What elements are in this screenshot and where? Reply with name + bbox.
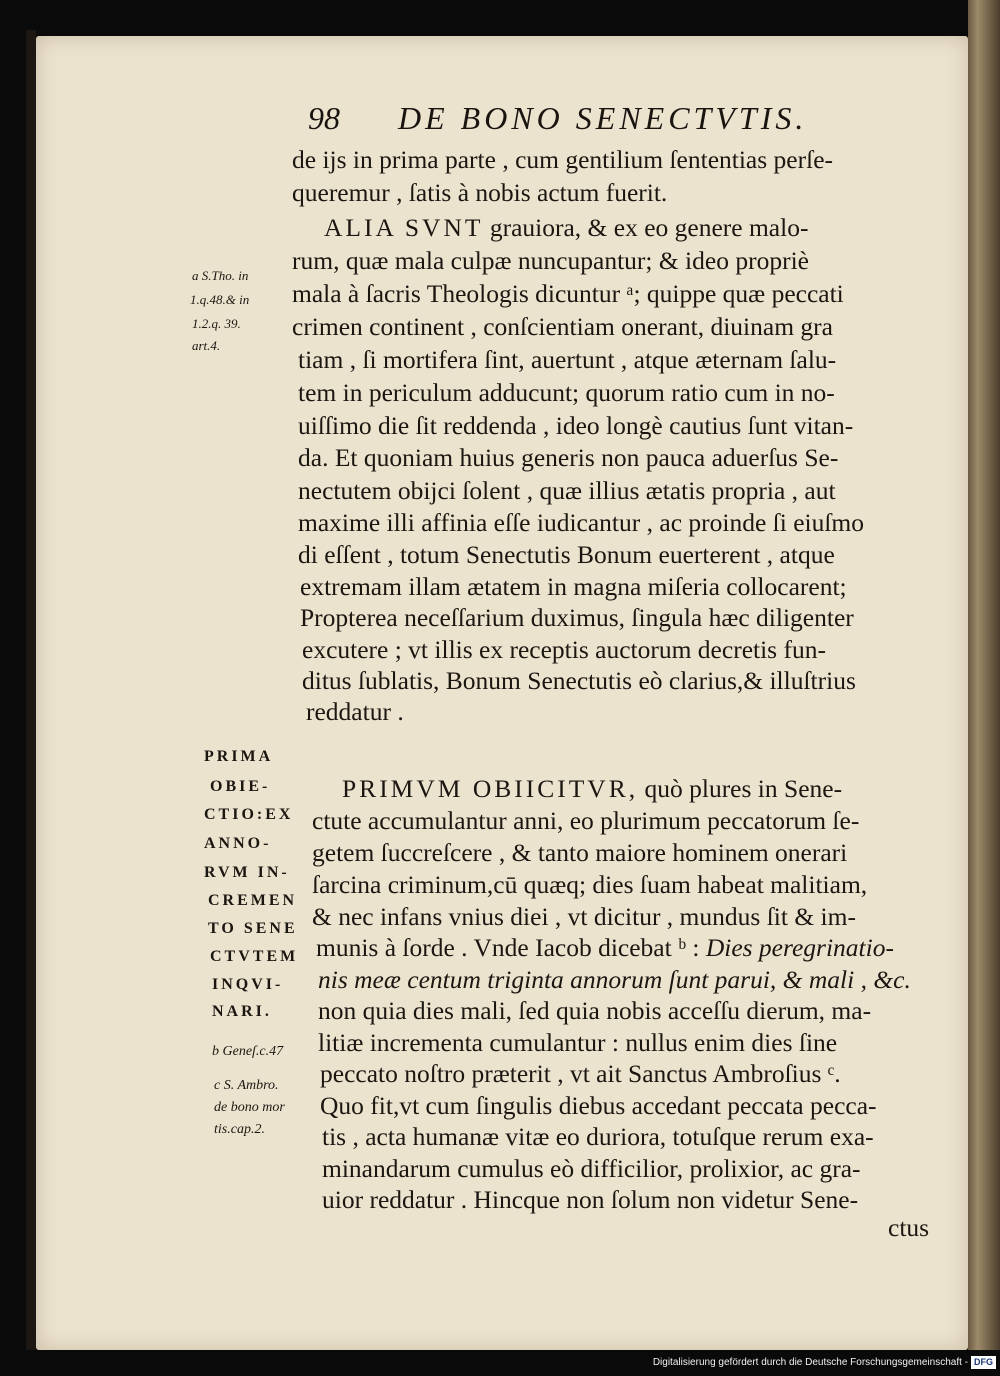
catchword: ctus	[888, 1213, 930, 1242]
text-line: maxime illi affinia eſſe iudicantur , ac proinde ſi eiuſmo	[298, 508, 865, 537]
margin-reference: b Geneſ.c.47	[212, 1044, 284, 1059]
text-line: de ijs in prima parte , cum gentilium ſententias perſe-	[292, 145, 834, 174]
margin-reference: 1.2.q. 39.	[192, 316, 241, 331]
margin-heading: CREMEN	[208, 892, 298, 909]
text-line: tis , acta humanæ vitæ eo duriora, totuſque rerum exa-	[322, 1122, 874, 1151]
quotation: nis meæ centum triginta annorum ſunt parui, & mali , &c.	[318, 965, 911, 994]
margin-reference: de bono mor	[214, 1100, 285, 1115]
text-line: ctute accumulantur anni, eo plurimum peccatorum ſe-	[312, 806, 860, 835]
text-line: queremur , ſatis à nobis actum fuerit.	[292, 178, 668, 207]
book-edge	[26, 30, 36, 1350]
margin-reference: 1.q.48.& in	[190, 292, 250, 307]
text-line: litiæ incrementa cumulantur : nullus enim dies ſine	[318, 1028, 838, 1057]
text-line: reddatur .	[306, 697, 404, 726]
text-line: crimen continent , conſcientiam onerant, diuinam gra	[292, 312, 833, 341]
text-line: rum, quæ mala culpæ nuncupantur; & ideo propriè	[292, 246, 809, 275]
text-line	[342, 774, 842, 804]
running-title: DE BONO SENECTVTIS.	[398, 100, 808, 136]
margin-heading: CTIO:EX	[204, 806, 294, 823]
text-line: da. Et quoniam huius generis non pauca aduerſus Se-	[298, 443, 839, 472]
text-line: Quo fit,vt cum ſingulis diebus accedant peccata pecca-	[320, 1091, 877, 1120]
text-line	[318, 965, 911, 995]
text-line: uiſſimo die ſit reddenda , ideo longè cautius ſunt vitan-	[298, 411, 854, 440]
text-line: Propterea neceſſarium duximus, ſingula hæc diligenter	[300, 603, 854, 632]
text-span: quò plures in Sene-	[638, 774, 843, 803]
text-line: excutere ; vt illis ex receptis auctorum decretis fun-	[302, 635, 826, 664]
text-span: grauiora, & ex eo genere malo-	[483, 213, 809, 242]
text-line: non quia dies mali, ſed quia nobis acceſſu dierum, ma-	[318, 996, 872, 1025]
book-binding	[968, 0, 1000, 1350]
text-line: uior reddatur . Hincque non ſolum non videtur Sene-	[322, 1185, 859, 1214]
text-line: tem in periculum adducunt; quorum ratio cum in no-	[298, 378, 835, 407]
text-line: minandarum cumulus eò difficilior, prolixior, ac gra-	[322, 1154, 861, 1183]
margin-heading: ANNO-	[204, 835, 272, 852]
margin-heading: TO SENE	[208, 920, 298, 937]
text-line: peccato noſtro præterit , vt ait Sanctus Ambroſius ᶜ.	[320, 1059, 841, 1088]
text-line: ſarcina criminum,cū quæq; dies ſuam habeat malitiam,	[312, 870, 868, 899]
text-line: getem ſuccreſcere , & tanto maiore hominem onerari	[312, 838, 848, 867]
margin-heading: RVM IN-	[204, 864, 290, 881]
text-line	[324, 213, 808, 243]
margin-reference: a S.Tho. in	[192, 268, 249, 283]
text-line: nectutem obijci ſolent , quæ illius ætatis propria , aut	[298, 476, 836, 505]
digitization-credit	[653, 1350, 996, 1376]
section-lead: ALIA SVNT	[324, 213, 484, 242]
text-line	[316, 933, 894, 963]
margin-heading: PRIMA	[204, 748, 274, 765]
text-line: & nec infans vnius diei , vt dicitur , mundus ſit & im-	[312, 902, 856, 931]
text-line: extremam illam ætatem in magna miſeria collocarent;	[300, 572, 847, 601]
margin-heading: CTVTEM	[210, 948, 299, 965]
margin-heading: INQVI-	[212, 976, 284, 993]
section-lead: PRIMVM OBIICITVR,	[342, 774, 639, 803]
text-line: tiam , ſi mortifera ſint, auertunt , atque æternam ſalu-	[298, 345, 837, 374]
page-number: 98	[308, 100, 340, 136]
margin-reference: c S. Ambro.	[214, 1078, 279, 1093]
margin-reference: tis.cap.2.	[214, 1122, 265, 1137]
text-span: munis à ſorde . Vnde Iacob dicebat ᵇ :	[316, 933, 706, 962]
margin-heading: OBIE-	[210, 778, 271, 795]
margin-reference: art.4.	[192, 338, 221, 353]
text-line: di eſſent , totum Senectutis Bonum euerterent , atque	[298, 540, 835, 569]
text-line: mala à ſacris Theologis dicuntur ᵃ; quippe quæ peccati	[292, 279, 844, 308]
text-line: ditus ſublatis, Bonum Senectutis eò clarius,& illuſtrius	[302, 666, 856, 695]
dfg-logo: DFG	[971, 1356, 996, 1369]
credit-text: Digitalisierung gefördert durch die Deutsche Forschungsgemeinschaft -	[652, 1357, 968, 1368]
margin-heading: NARI.	[212, 1003, 272, 1020]
quotation: Dies peregrinatio-	[705, 933, 894, 962]
